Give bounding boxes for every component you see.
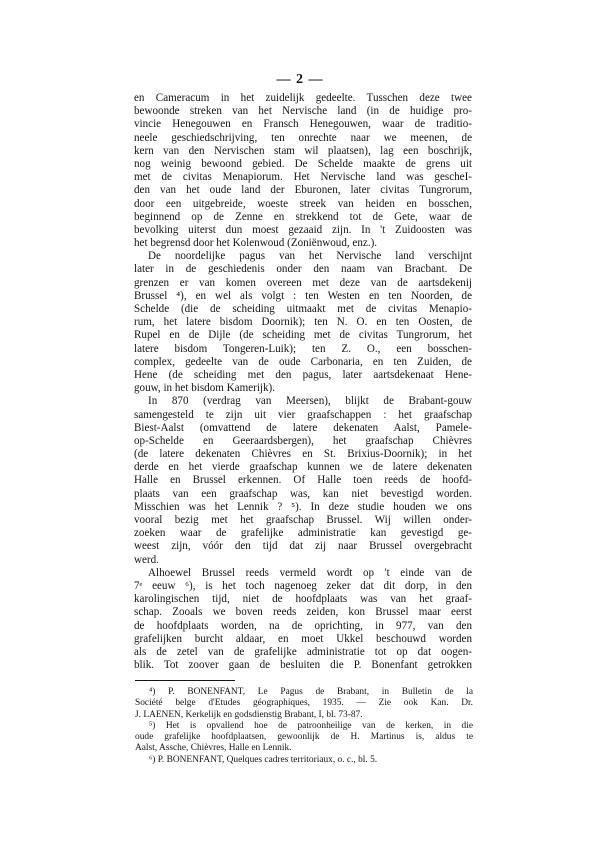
text-line: De noordelijke pagus van het Nervische land verschijnt — [148, 250, 472, 263]
footnote-divider — [135, 680, 235, 681]
text-line: Misschien was het Lennik ? ⁵). In deze studie houden we ons — [134, 500, 472, 513]
page-number: — 2 — — [276, 72, 324, 87]
body-text — [134, 92, 472, 672]
text-line: latere bisdom Tongeren-Luik); ten Z. O., een bosschen- — [134, 342, 472, 355]
text-line: plaats van een graafschap was, kan niet bevestigd worden. — [134, 487, 472, 500]
text-line: Rupel en de Dijle (de scheiding met de civitas Tungrorum, het — [134, 329, 472, 342]
text-line: derde en het vierde graafschap kunnen we de latere dekenaten — [134, 461, 472, 474]
footnote — [135, 755, 473, 766]
text-line: schap. Zooals we boven reeds zeiden, kon Brussel maar eerst — [134, 606, 472, 619]
footnote-line: ⁴) P. BONENFANT, Le Pagus de Brabant, in Bulletin de la — [149, 687, 473, 697]
paragraph — [134, 92, 472, 250]
footnote-line: ⁵) Het is opvallend hoe de patroonheilige van de kerken, in die — [149, 720, 473, 731]
text-line: Alhoewel Brussel reeds vermeld wordt op 't einde van de — [148, 566, 472, 579]
text-line: Schelde (die de scheiding uitmaakt met de civitas Menapio- — [134, 303, 472, 315]
text-line: den van het oude land der Eburonen, later civitas Tungrorum, — [134, 184, 472, 197]
footnote-line: oude grafelijke hoofdplaatsen, gewoonlijk de H. Martinus is, aldus te — [135, 732, 473, 743]
text-line: werd. — [134, 553, 159, 566]
text-line: als de zetel van de grafelijke administratie tot op dat oogen- — [134, 645, 472, 658]
paragraph — [134, 567, 472, 673]
text-line: later in de geschiedenis onder den naam van Bracbant. De — [134, 263, 472, 276]
text-line: blik. Tot zoover gaan de besluiten die P. Bonenfant getrokken — [134, 659, 472, 672]
text-line: gouw, in het bisdom Kamerijk). — [134, 382, 276, 395]
text-line: Biest-Aalst (omvattend de latere dekenaten Aalst, Pamele- — [134, 421, 472, 434]
text-line: kern van den Nervischen stam wil plaatsen), lag een boschrijk, — [134, 144, 472, 157]
text-line: In 870 (verdrag van Meersen), blijkt de Brabant-gouw — [148, 395, 472, 408]
text-line: Halle en Brussel erkennen. Of Halle toen reeds de hoofd- — [134, 474, 472, 487]
text-line: (de latere dekenaten Chièvres en St. Brixius-Doornik); in het — [134, 448, 472, 461]
text-line: de hoofdplaats worden, na de oprichting, in 977, van den — [134, 619, 472, 632]
footnote-line: J. LAENEN, Kerkelijk en godsdienstig Brabant, I, bl. 73-87. — [135, 709, 363, 720]
text-line: Hene (de scheiding met den pagus, later aartsdekenaat Hene- — [134, 368, 472, 381]
text-line: Brussel ⁴), en wel als volgt : ten Westen en ten Noorden, de — [134, 289, 472, 302]
text-line: vincie Henegouwen en Fransch Henegouwen, waar de traditio- — [134, 118, 472, 131]
text-line: zoeken waar de grafelijke administratie kan gevestigd ge- — [134, 527, 472, 540]
text-line: grenzen er van komen overeen met deze van de aartsdekenij — [134, 276, 472, 289]
paragraph — [134, 250, 472, 395]
footnote — [135, 687, 473, 721]
text-line: grafelijken burcht aldaar, en moet Ukkel beschouwd worden — [134, 632, 472, 645]
text-line: bevolking uiterst dun moest gezaaid zijn. In 't Zuidoosten was — [134, 223, 472, 236]
text-line: beginnend op de Zenne en strekkend tot de Gete, waar de — [134, 210, 472, 223]
text-line: 7ᵉ eeuw ⁶), is het toch nagenoeg zeker dat dit dorp, in den — [134, 579, 472, 592]
text-line: door een uitgebreide, woeste streek van heiden en bosschen, — [134, 197, 472, 210]
text-line: neele geschiedschrijving, ten onrechte naar we meenen, de — [134, 131, 472, 144]
text-line: vooral bezig met het graafschap Brussel. Wij willen onder- — [134, 514, 472, 526]
text-line: complex, gedeelte van de oude Carbonaria, en ten Zuiden, de — [134, 355, 472, 368]
text-line: met de civitas Menapiorum. Het Nervische land was gescheI- — [134, 171, 472, 184]
footnote-line: Société belge d'Etudes géographiques, 1935. — Zie ook Kan. Dr. — [135, 698, 473, 709]
text-line: en Cameracum in het zuidelijk gedeelte. Tusschen deze twee — [134, 92, 472, 104]
footnote-line: ⁶) P. BONENFANT, Quelques cadres territoriaux, o. c., bl. 5. — [149, 754, 378, 765]
text-line: het begrensd door het Kolenwoud (Zoniënwoud, enz.). — [134, 237, 378, 250]
text-line: karolingischen tijd, niet de hoofdplaats was van het graaf- — [134, 593, 472, 606]
paragraph — [134, 395, 472, 566]
footnotes — [135, 687, 473, 766]
text-line: samengesteld te zijn uit vier graafschappen : het graafschap — [134, 408, 472, 421]
text-line: op-Schelde en Geeraardsbergen), het graafschap Chièvres — [134, 434, 472, 447]
footnote — [135, 721, 473, 755]
footnote-line: Aalst, Assche, Chièvres, Halle en Lennik. — [135, 743, 292, 754]
text-line: weest zijn, vóór den tijd dat zij naar Brussel overgebracht — [134, 540, 472, 553]
text-line: rum, het latere bisdom Doornik); ten N. O. en ten Oosten, de — [134, 316, 472, 329]
text-line: bewoonde streken van het Nervische land (in de huidige pro- — [134, 105, 472, 118]
text-line: nog weinig bewoond gebied. De Schelde maakte de grens uit — [134, 157, 472, 170]
